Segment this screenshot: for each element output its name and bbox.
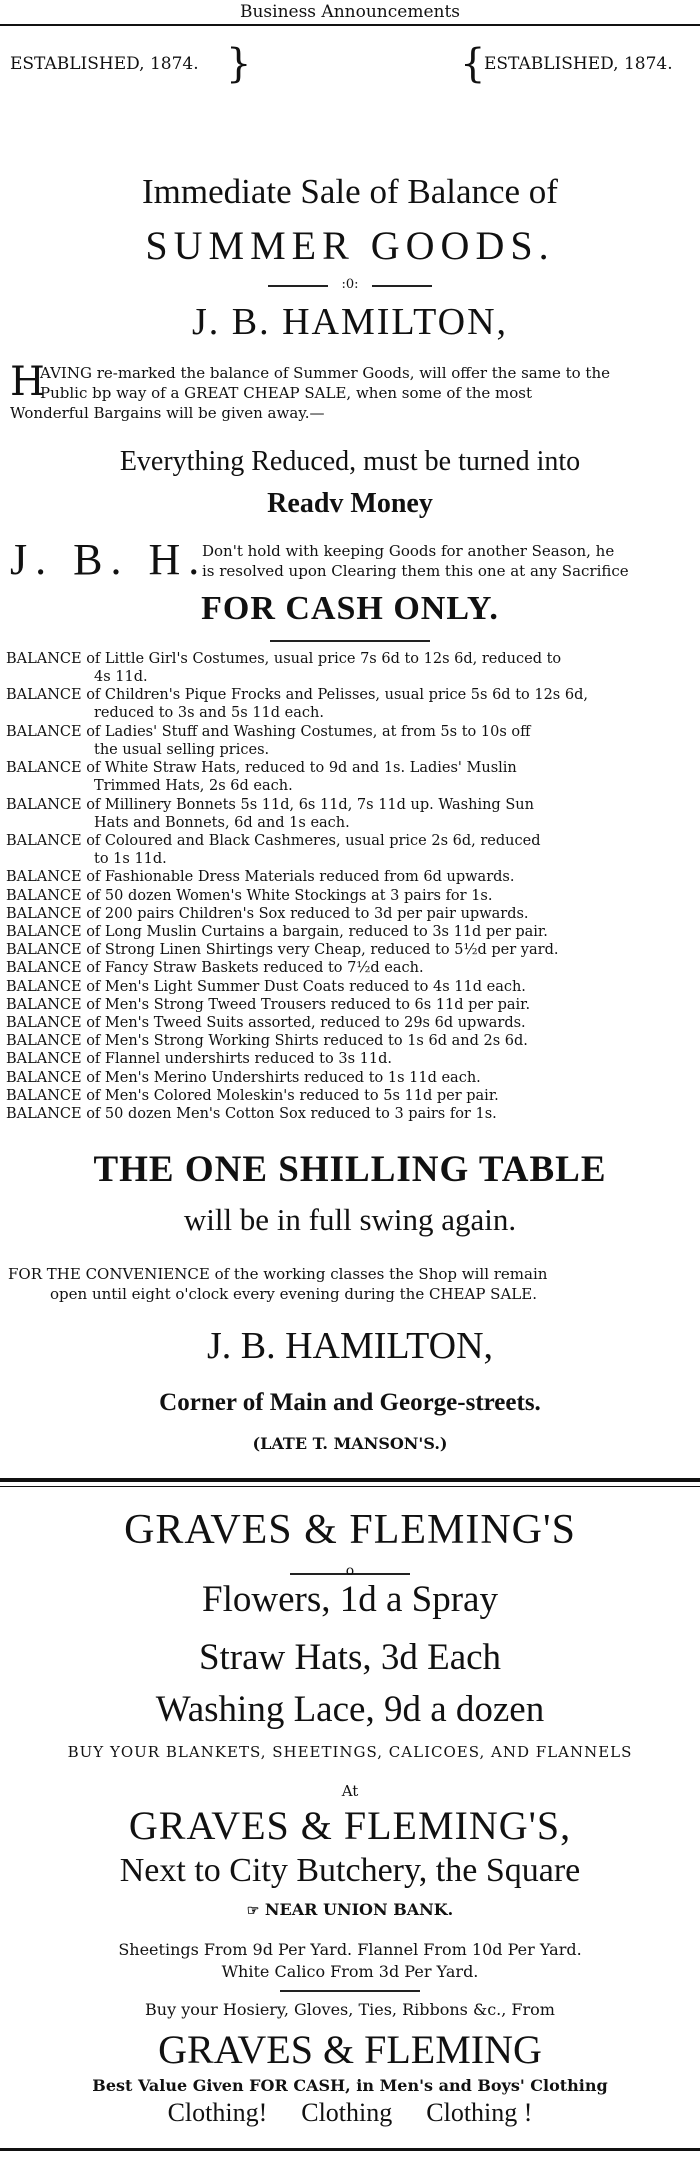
balance-item-line1: BALANCE of Coloured and Black Cashmeres, usual price 2s 6d, reduced (6, 833, 541, 849)
balance-item-line1: BALANCE of Men's Tweed Suits assorted, reduced to 29s 6d upwards. (6, 1015, 526, 1031)
balance-item (6, 959, 694, 977)
balance-item (6, 650, 694, 686)
balance-item (6, 887, 694, 905)
balance-item-line2: 4s 11d. (94, 669, 148, 685)
intro-line2: Public bp way of a GREAT CHEAP SALE, when some of the most (40, 384, 533, 402)
ad1-headline2: SUMMER GOODS. (145, 223, 555, 268)
ad1-merchant2: J. B. HAMILTON, (206, 1325, 494, 1367)
balance-item-line2: reduced to 3s and 5s 11d each. (94, 705, 324, 722)
convenience-line1: FOR THE CONVENIENCE of the working classes the Shop will remain (8, 1265, 548, 1283)
balance-item (6, 796, 694, 832)
pointing-hand-icon: ☞ (246, 1903, 260, 1919)
ad2-calico: White Calico From 3d Per Yard. (221, 1962, 479, 1981)
balance-item-line1: BALANCE of Children's Pique Frocks and Pelisses, usual price 5s 6d to 12s 6d, (6, 687, 588, 704)
jbh-text1: Don't hold with keeping Goods for another Season, he (202, 542, 615, 560)
balance-item-line1: BALANCE of Fashionable Dress Materials reduced from 6d upwards. (6, 869, 515, 886)
ad1-address: Corner of Main and George-streets. (159, 1389, 541, 1416)
balance-item-line1: BALANCE of White Straw Hats, reduced to 9d and 1s. Ladies' Muslin (6, 760, 517, 777)
balance-item-line1: BALANCE of Men's Strong Tweed Trousers reduced to 6s 11d per pair. (6, 996, 531, 1013)
cash-rule (270, 640, 430, 642)
brace-right: { (460, 41, 486, 87)
balance-item (6, 759, 694, 795)
established-right: ESTABLISHED, 1874. (484, 54, 673, 74)
balance-item-line1: BALANCE of 50 dozen Men's Cotton Sox reduced to 3 pairs for 1s. (6, 1106, 497, 1122)
balance-item (6, 941, 694, 959)
ad2-divider: o (345, 1563, 355, 1579)
ready-money: Readv Money (267, 488, 433, 519)
section-header: Business Announcements (239, 2, 461, 22)
ad2-lace: Washing Lace, 9d a dozen (155, 1689, 545, 1730)
shilling-table: THE ONE SHILLING TABLE (93, 1149, 607, 1190)
balance-item-line2: to 1s 11d. (94, 851, 167, 867)
ad2-best-value: Best Value Given FOR CASH, in Men's and Boys' Clothing (92, 2076, 608, 2095)
balance-item (6, 868, 694, 886)
convenience-line2: open until eight o'clock every evening during the CHEAP SALE. (50, 1285, 537, 1303)
balance-item-line1: BALANCE of Little Girl's Costumes, usual price 7s 6d to 12s 6d, reduced to (6, 651, 562, 667)
ad-separator-thin (0, 1486, 700, 1487)
bottom-rule (0, 2148, 700, 2151)
balance-item (6, 832, 694, 868)
for-cash-only: FOR CASH ONLY. (201, 590, 499, 627)
balance-item-line1: BALANCE of Fancy Straw Baskets reduced to 7½d each. (6, 960, 424, 977)
balance-item-line1: BALANCE of 200 pairs Children's Sox reduced to 3d per pair upwards. (6, 905, 529, 922)
balance-item-line1: BALANCE of Millinery Bonnets 5s 11d, 6s 11d, 7s 11d up. Washing Sun (6, 796, 534, 813)
balance-item-line1: BALANCE of Men's Strong Working Shirts reduced to 1s 6d and 2s 6d. (6, 1033, 528, 1050)
balance-item (6, 978, 694, 996)
balance-item-line1: BALANCE of Men's Colored Moleskin's reduced to 5s 11d per pair. (6, 1087, 499, 1104)
intro-line3: Wonderful Bargains will be given away.— (10, 404, 325, 422)
clothing-3: Clothing ! (426, 2098, 533, 2127)
ad2-location: Next to City Butchery, the Square (119, 1852, 581, 1889)
ad2-clothing-row (0, 2098, 700, 2128)
clothing-1: Clothing! (167, 2098, 268, 2127)
intro-dropcap: H (10, 359, 45, 405)
balance-item-line1: BALANCE of Long Muslin Curtains a bargain, reduced to 3s 11d per pair. (6, 924, 548, 940)
established-left: ESTABLISHED, 1874. (10, 54, 199, 74)
jbh-initials: J. B. H. (10, 535, 208, 584)
ad-separator-thick (0, 1478, 700, 1482)
brace-left: } (226, 41, 252, 87)
ad2-near: ☞ NEAR UNION BANK. (246, 1900, 454, 1919)
balance-item (6, 905, 694, 923)
balance-item-line1: BALANCE of Strong Linen Shirtings very Cheap, reduced to 5½d per yard. (6, 942, 559, 959)
ad2-buy-line: BUY YOUR BLANKETS, SHEETINGS, CALICOES, AND FLANNELS (67, 1743, 633, 1761)
ad2-flowers: Flowers, 1d a Spray (202, 1579, 498, 1620)
ad2-sheetings: Sheetings From 9d Per Yard. Flannel From 10d Per Yard. (118, 1940, 582, 1959)
balance-item (6, 1087, 694, 1105)
everything-reduced: Everything Reduced, must be turned into (119, 446, 581, 477)
balance-item (6, 1105, 694, 1123)
full-swing: will be in full swing again. (183, 1202, 517, 1237)
balance-item-line2: the usual selling prices. (94, 741, 270, 758)
ad2-name: GRAVES & FLEMING'S (124, 1507, 576, 1553)
balance-item (6, 723, 694, 759)
balance-item (6, 923, 694, 941)
ad2-name2: GRAVES & FLEMING'S, (128, 1803, 572, 1848)
balance-item-line1: BALANCE of Men's Merino Undershirts reduced to 1s 11d each. (6, 1069, 481, 1086)
balance-item (6, 1014, 694, 1032)
balance-item-line1: BALANCE of Men's Light Summer Dust Coats reduced to 4s 11d each. (6, 978, 526, 995)
balance-item-line1: BALANCE of Flannel undershirts reduced to 3s 11d. (6, 1051, 392, 1068)
balance-item-line1: BALANCE of Ladies' Stuff and Washing Costumes, at from 5s to 10s off (6, 723, 531, 740)
balance-item (6, 686, 694, 722)
ad1-headline1: Immediate Sale of Balance of (142, 172, 558, 211)
ad1-divider: :0: (341, 277, 359, 292)
header-rule (0, 24, 700, 26)
balance-item-line1: BALANCE of 50 dozen Women's White Stockings at 3 pairs for 1s. (6, 887, 493, 904)
balance-item (6, 1069, 694, 1087)
balance-item (6, 1032, 694, 1050)
intro-line1: AVING re-marked the balance of Summer Goods, will offer the same to the (40, 364, 610, 382)
clothing-2: Clothing (301, 2098, 393, 2127)
balance-item-line2: Trimmed Hats, 2s 6d each. (94, 778, 293, 795)
ad2-straw-hats: Straw Hats, 3d Each (198, 1637, 502, 1678)
ad2-rule (280, 1990, 420, 1992)
ad1-late: (LATE T. MANSON'S.) (252, 1434, 448, 1453)
ad2-at: At (341, 1782, 359, 1800)
jbh-text2: is resolved upon Clearing them this one at any Sacrifice (202, 562, 629, 580)
balance-item (6, 1050, 694, 1068)
ad2-hosiery: Buy your Hosiery, Gloves, Ties, Ribbons &c., From (145, 2000, 555, 2019)
balance-item (6, 996, 694, 1014)
balance-item-line2: Hats and Bonnets, 6d and 1s each. (94, 814, 350, 831)
ad1-merchant: J. B. HAMILTON, (191, 301, 509, 343)
ad2-name3: GRAVES & FLEMING (158, 2027, 542, 2072)
